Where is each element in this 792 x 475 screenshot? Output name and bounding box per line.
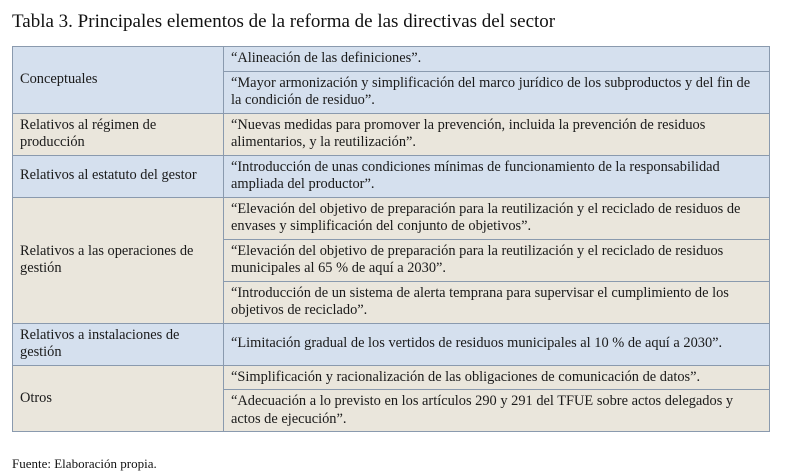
- table-row: [13, 47, 770, 72]
- table-row: [13, 197, 770, 239]
- item-cell: “Elevación del objetivo de preparación para la reutilización y el reciclado de residuos de envases y simplificación del conjunto de objetivos”.: [224, 197, 770, 239]
- item-cell: “Adecuación a lo previsto en los artículos 290 y 291 del TFUE sobre actos delegados y actos de ejecución”.: [224, 390, 770, 432]
- source-note: Fuente: Elaboración propia.: [12, 456, 157, 471]
- table-row: [13, 113, 770, 155]
- item-cell: “Limitación gradual de los vertidos de residuos municipales al 10 % de aquí a 2030”.: [224, 323, 770, 365]
- table-row: [13, 155, 770, 197]
- item-cell: “Mayor armonización y simplificación del marco jurídico de los subproductos y del fin de la condición de residuo”.: [224, 71, 770, 113]
- item-cell: “Simplificación y racionalización de las obligaciones de comunicación de datos”.: [224, 365, 770, 390]
- category-cell: Relativos al estatuto del gestor: [13, 155, 224, 197]
- category-cell: Relativos a las operaciones de gestión: [13, 197, 224, 323]
- reform-elements-table: [12, 46, 770, 432]
- item-cell: “Introducción de un sistema de alerta temprana para supervisar el cumplimiento de los objetivos de reciclado”.: [224, 281, 770, 323]
- category-cell: Conceptuales: [13, 47, 224, 114]
- item-cell: “Elevación del objetivo de preparación para la reutilización y el reciclado de residuos municipales al 65 % de aquí a 2030”.: [224, 239, 770, 281]
- category-cell: Otros: [13, 365, 224, 432]
- table-row: [13, 323, 770, 365]
- category-cell: Relativos al régimen de producción: [13, 113, 224, 155]
- table-title: Tabla 3. Principales elementos de la reforma de las directivas del sector: [12, 11, 556, 32]
- item-cell: “Nuevas medidas para promover la prevención, incluida la prevención de residuos alimentarios, y la reutilización”.: [224, 113, 770, 155]
- item-cell: “Alineación de las definiciones”.: [224, 47, 770, 72]
- category-cell: Relativos a instalaciones de gestión: [13, 323, 224, 365]
- item-cell: “Introducción de unas condiciones mínimas de funcionamiento de la responsabilidad ampliada del productor”.: [224, 155, 770, 197]
- table-row: [13, 365, 770, 390]
